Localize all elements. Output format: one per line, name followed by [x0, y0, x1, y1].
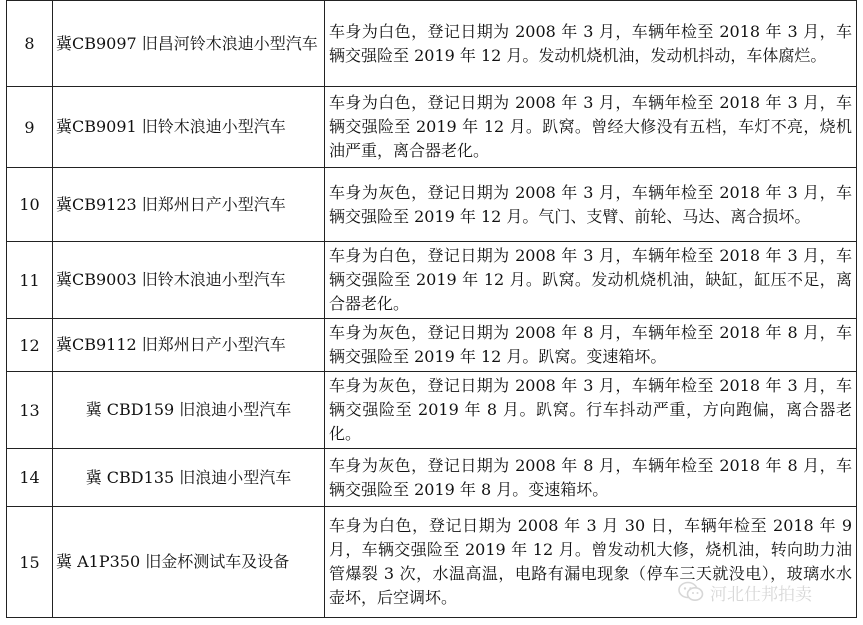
table-row [7, 372, 857, 449]
vehicle-description: 车身为灰色，登记日期为 2008 年 3 月，车辆年检至 2018 年 3 月，车辆交强险至 2019 年 12 月。气门、支臂、前轮、马达、离合损坏。 [325, 168, 857, 242]
vehicle-name: 冀CB9123 旧郑州日产小型汽车 [53, 168, 325, 242]
vehicle-name: 冀 A1P350 旧金杯测试车及设备 [53, 507, 325, 618]
vehicle-description: 车身为灰色，登记日期为 2008 年 3 月，车辆年检至 2018 年 3 月，车辆交强险至 2019 年 8 月。趴窝。行车抖动严重，方向跑偏，离合器老化。 [325, 372, 857, 449]
vehicle-description: 车身为白色，登记日期为 2008 年 3 月，车辆年检至 2018 年 3 月，车辆交强险至 2019 年 12 月。发动机烧机油，发动机抖动，车体腐烂。 [325, 1, 857, 87]
watermark [678, 576, 812, 608]
vehicle-description: 车身为白色，登记日期为 2008 年 3 月，车辆年检至 2018 年 3 月，车辆交强险至 2019 年 12 月。趴窝。发动机烧机油，缺缸，缸压不足，离合器老化。 [325, 242, 857, 319]
vehicle-description: 车身为灰色，登记日期为 2008 年 8 月，车辆年检至 2018 年 8 月，车辆交强险至 2019 年 8 月。变速箱坏。 [325, 449, 857, 507]
vehicle-name: 冀 CBD135 旧浪迪小型汽车 [53, 449, 325, 507]
vehicle-description: 车身为白色，登记日期为 2008 年 3 月，车辆年检至 2018 年 3 月，车辆交强险至 2019 年 12 月。趴窝。曾经大修没有五档，车灯不亮，烧机油严重，离合器老化。 [325, 87, 857, 168]
lot-number: 15 [7, 507, 53, 618]
lot-number: 13 [7, 372, 53, 449]
vehicle-name: 冀CB9112 旧郑州日产小型汽车 [53, 319, 325, 372]
watermark-text: 河北仕邦拍卖 [710, 584, 812, 605]
auction-lot-table [6, 0, 857, 618]
lot-number: 11 [7, 242, 53, 319]
vehicle-name: 冀 CBD159 旧浪迪小型汽车 [53, 372, 325, 449]
table-row [7, 449, 857, 507]
wechat-icon [678, 581, 704, 603]
table-row [7, 1, 857, 87]
table-row [7, 87, 857, 168]
lot-number: 8 [7, 1, 53, 87]
lot-number: 10 [7, 168, 53, 242]
vehicle-name: 冀CB9003 旧铃木浪迪小型汽车 [53, 242, 325, 319]
vehicle-name: 冀CB9097 旧昌河铃木浪迪小型汽车 [53, 1, 325, 87]
vehicle-description: 车身为白色，登记日期为 2008 年 3 月 30 日，车辆年检至 2018 年 9 月，车辆交强险至 2019 年 12 月。曾发动机大修，烧机油，转向助力油管爆裂 3 次，水温高温，电路有漏电现象（停车三天就没电），玻璃水水壶坏，后空调坏。 [325, 507, 857, 618]
lot-number: 14 [7, 449, 53, 507]
vehicle-name: 冀CB9091 旧铃木浪迪小型汽车 [53, 87, 325, 168]
vehicle-description: 车身为灰色，登记日期为 2008 年 8 月，车辆年检至 2018 年 8 月，车辆交强险至 2019 年 12 月。趴窝。变速箱坏。 [325, 319, 857, 372]
lot-number: 12 [7, 319, 53, 372]
table-row [7, 168, 857, 242]
lot-number: 9 [7, 87, 53, 168]
table-row [7, 319, 857, 372]
table-row [7, 242, 857, 319]
